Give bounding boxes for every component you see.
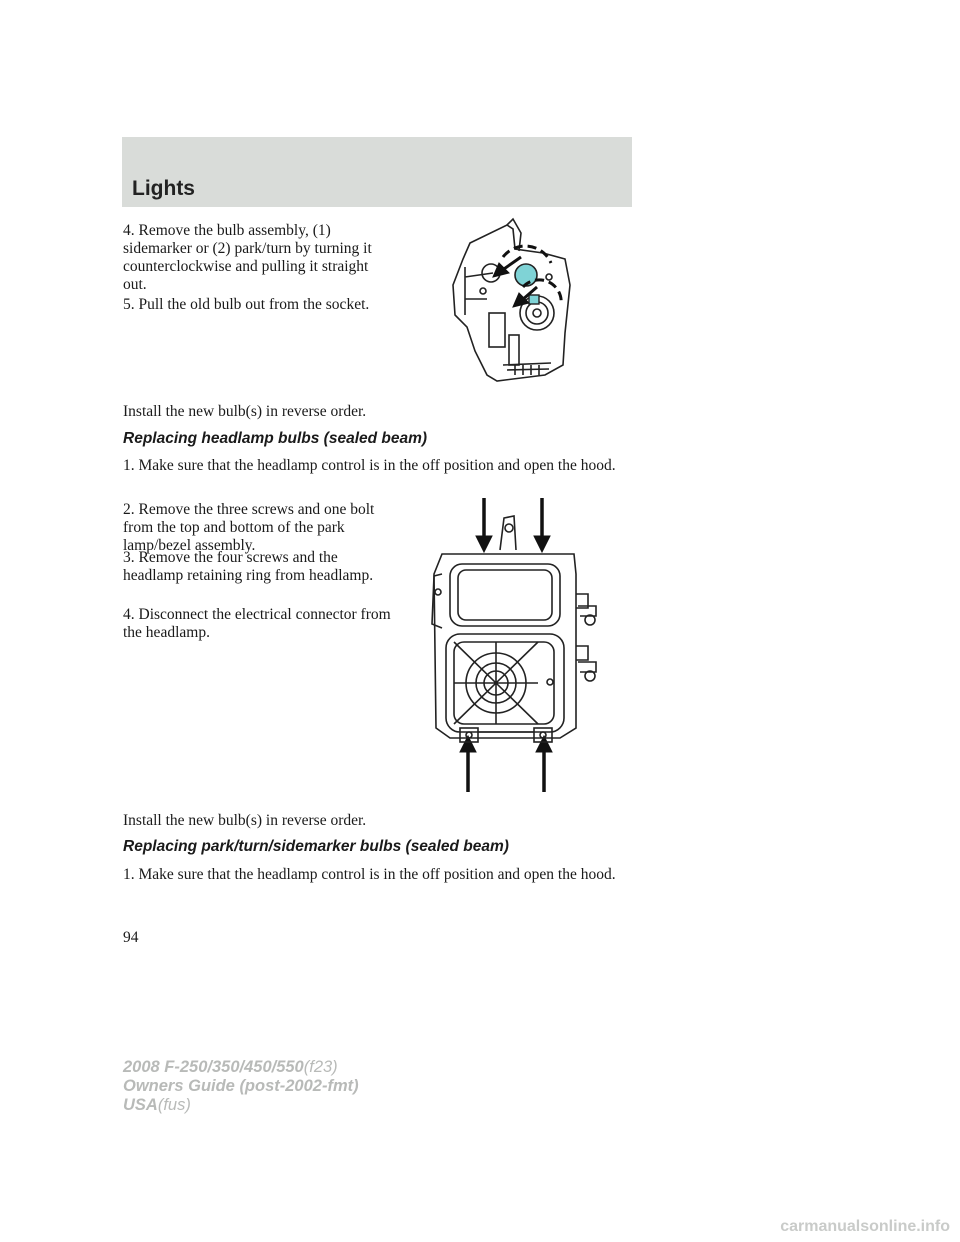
- footer-model: 2008 F-250/350/450/550: [123, 1058, 304, 1076]
- section-title: Lights: [132, 177, 195, 200]
- headlamp-step-4: 4. Disconnect the electrical connector from the headlamp.: [123, 606, 391, 641]
- install-reverse-order-1: Install the new bulb(s) in reverse order.: [123, 403, 367, 420]
- install-reverse-order-2: Install the new bulb(s) in reverse order.: [123, 812, 367, 829]
- step-5-pull-bulb: 5. Pull the old bulb out from the socket.: [123, 296, 370, 313]
- heading-replacing-park-turn-sidemarker-bulbs: Replacing park/turn/sidemarker bulbs (sealed beam): [123, 838, 509, 855]
- footer-model-code: (f23): [303, 1058, 338, 1076]
- section-header-band: [122, 137, 632, 207]
- headlamp-step-2: 2. Remove the three screws and one bolt from the top and bottom of the park lamp/bezel assembly.: [123, 501, 375, 554]
- document-footer: [123, 1058, 359, 1115]
- park-step-1: 1. Make sure that the headlamp control is in the off position and open the hood.: [123, 866, 616, 883]
- page-number: 94: [123, 929, 139, 946]
- headlamp-assembly-front-diagram: [420, 496, 606, 792]
- step-4-bulb-removal: 4. Remove the bulb assembly, (1) sidemarker or (2) park/turn by turning it counterclockwise and pulling it straight out.: [123, 222, 372, 293]
- heading-replacing-headlamp-bulbs: Replacing headlamp bulbs (sealed beam): [123, 430, 428, 447]
- headlamp-step-3: 3. Remove the four screws and the headlamp retaining ring from headlamp.: [123, 549, 374, 584]
- footer-region-code: (fus): [157, 1096, 191, 1114]
- park-turn-lamp-rear-diagram: [425, 215, 585, 390]
- footer-guide: Owners Guide (post-2002-fmt): [123, 1077, 359, 1095]
- headlamp-step-1: 1. Make sure that the headlamp control is in the off position and open the hood.: [123, 457, 616, 474]
- footer-region: USA: [123, 1096, 158, 1114]
- watermark: carmanualsonline.info: [780, 1218, 950, 1235]
